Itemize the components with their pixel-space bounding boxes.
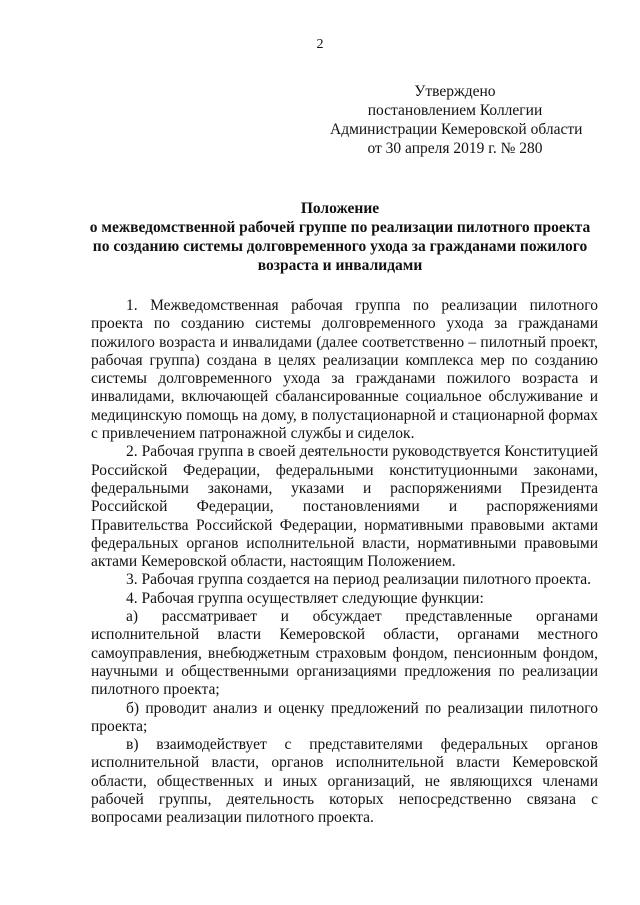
- paragraph-4a: а) рассматривает и обсуждает представленные органами исполнительной власти Кемеровской области, органами местного самоуправления, внебюджетным страховым фондом, пенсионным фондом, научными и общественными организациями предложения по реализации пилотного проекта;: [91, 608, 598, 699]
- document-body: [91, 297, 598, 828]
- title-line-4: возраста и инвалидами: [257, 257, 423, 274]
- paragraph-1: 1. Межведомственная рабочая группа по реализации пилотного проекта по созданию системы долговременного ухода за гражданами пожилого возраста и инвалидами (далее соответственно – пилотный проект, рабочая группа) создана в целях реализации комплекса мер по созданию системы долговременного ухода за гражданами пожилого возраста и инвалидами, включающей сбалансированные социальное обслуживание и медицинскую помощь на дому, в полустационарной и стационарной формах с привлечением патронажной службы и сиделок.: [91, 297, 598, 443]
- paragraph-2: 2. Рабочая группа в своей деятельности руководствуется Конституцией Российской Федерации, федеральными конституционными законами, федеральными законами, указами и распоряжениями Президента Российской Федерации, постановлениями и распоряжениями Правительства Российской Федерации, нормативными правовыми актами федеральных органов исполнительной власти, нормативными правовыми актами Кемеровской области, настоящим Положением.: [91, 443, 598, 571]
- title-line-2: о межведомственной рабочей группе по реализации пилотного проекта: [89, 219, 591, 236]
- approval-line-approved: Утверждено: [414, 83, 496, 100]
- paragraph-4b: б) проводит анализ и оценку предложений по реализации пилотного проекта;: [91, 699, 598, 735]
- paragraph-4: 4. Рабочая группа осуществляет следующие функции:: [126, 589, 484, 607]
- approval-block: [330, 82, 583, 158]
- title-line-1: Положение: [300, 200, 380, 217]
- approval-line-date: от 30 апреля 2019 г. № 280: [367, 140, 543, 157]
- approval-line-resolution: постановлением Коллегии: [367, 102, 543, 119]
- title-line-3: по созданию системы долговременного ухода за гражданами пожилого: [92, 238, 588, 255]
- document-title: [60, 199, 620, 275]
- paragraph-4c: в) взаимодействует с представителями федеральных органов исполнительной власти, органов исполнительной власти Кемеровской области, общественных и иных организаций, не являющихся членами рабочей группы, деятельность которых непосредственно связана с вопросами реализации пилотного проекта.: [91, 736, 598, 827]
- approval-line-administration: Администрации Кемеровской области: [330, 121, 583, 138]
- paragraph-3: 3. Рабочая группа создается на период реализации пилотного проекта.: [126, 571, 592, 589]
- page-number: 2: [316, 37, 324, 52]
